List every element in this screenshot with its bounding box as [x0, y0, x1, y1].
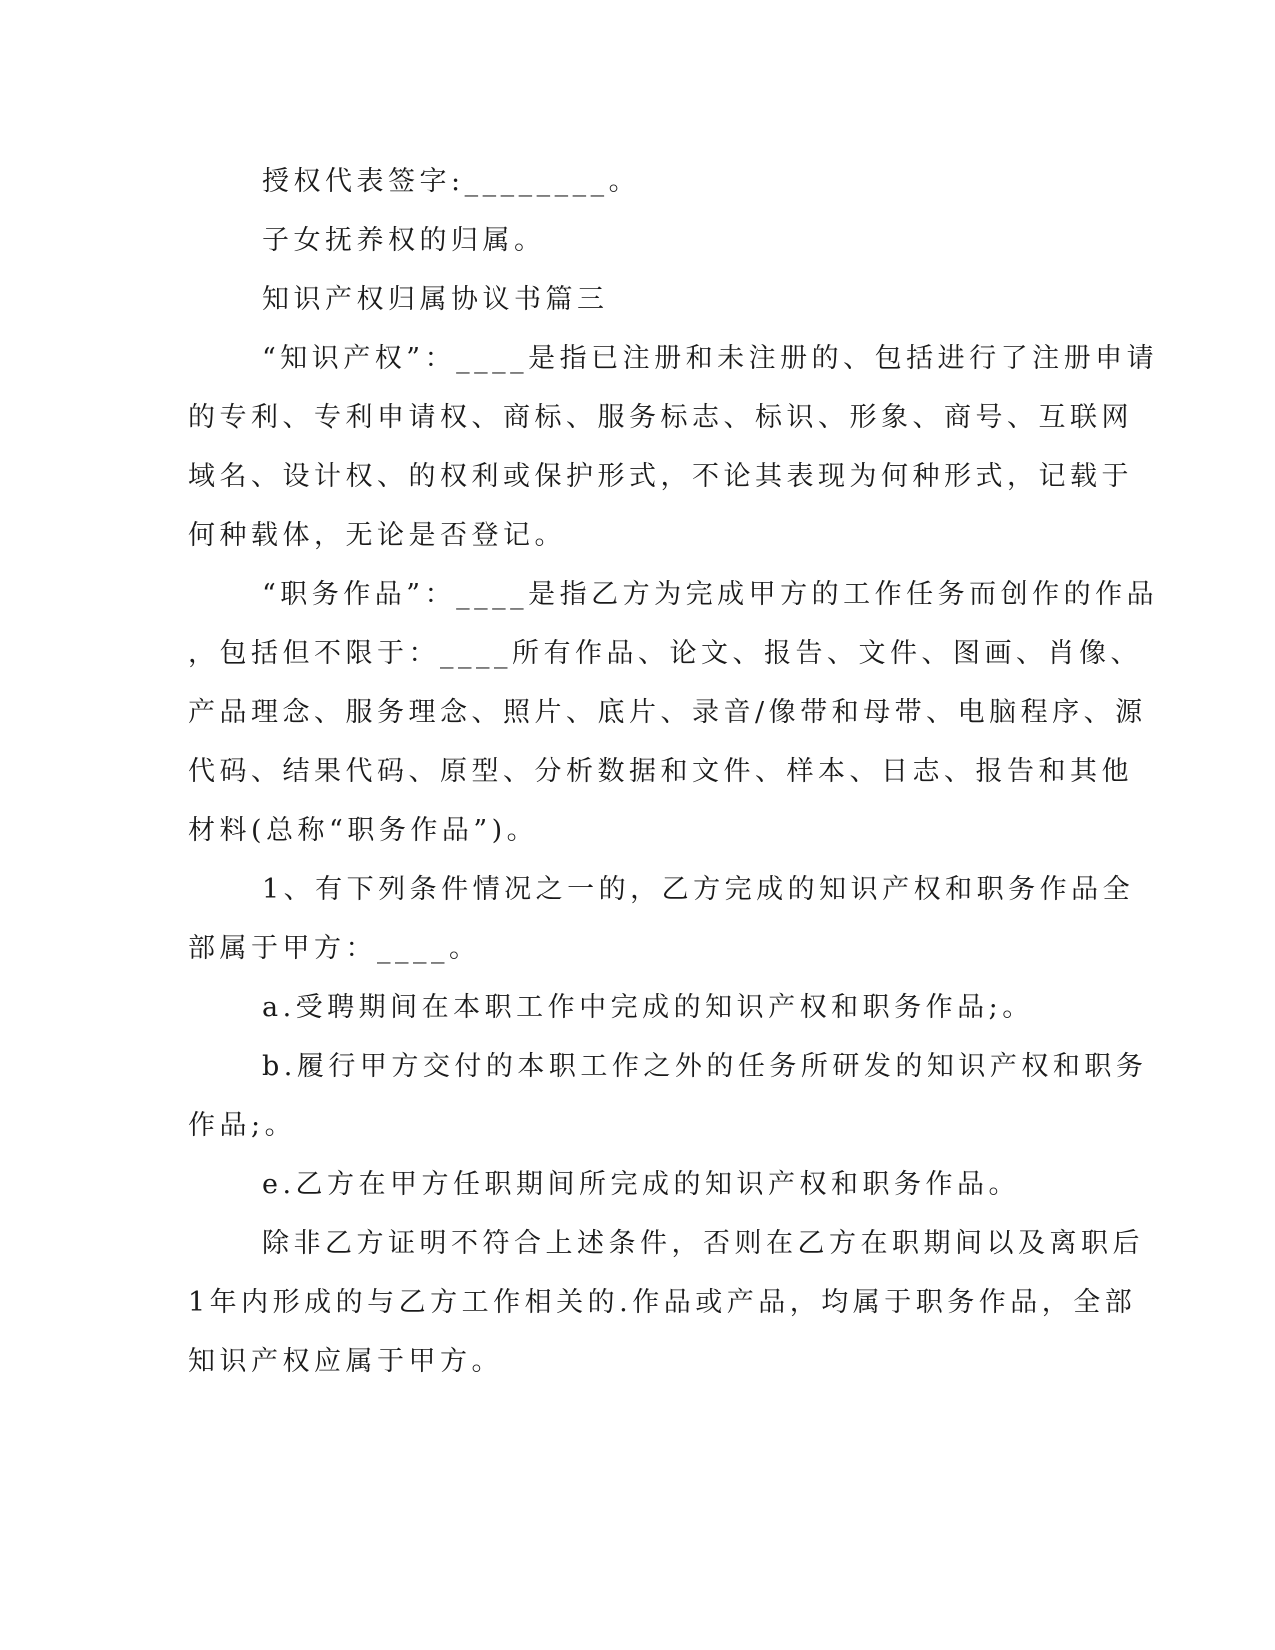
paragraph-line: 子女抚养权的归属。 [262, 225, 546, 256]
list-item: e.乙方在甲方任职期间所完成的知识产权和职务作品。 [262, 1169, 1021, 1200]
paragraph-line: 代码、结果代码、原型、分析数据和文件、样本、日志、报告和其他 [188, 756, 1133, 787]
section-heading: 知识产权归属协议书篇三 [262, 284, 609, 315]
paragraph-line: “职务作品”：____是指乙方为完成甲方的工作任务而创作的作品 [262, 579, 1159, 610]
paragraph-line: 1、有下列条件情况之一的，乙方完成的知识产权和职务作品全 [262, 874, 1135, 905]
list-item: 作品;。 [188, 1110, 297, 1141]
paragraph-line: 域名、设计权、的权利或保护形式，不论其表现为何种形式，记载于 [188, 461, 1133, 492]
list-item: a.受聘期间在本职工作中完成的知识产权和职务作品;。 [262, 992, 1034, 1023]
paragraph-line: 知识产权应属于甲方。 [188, 1346, 503, 1377]
paragraph-line: 的专利、专利申请权、商标、服务标志、标识、形象、商号、互联网 [188, 402, 1133, 433]
paragraph-line: 除非乙方证明不符合上述条件，否则在乙方在职期间以及离职后 [262, 1228, 1144, 1259]
paragraph-line: 何种载体，无论是否登记。 [188, 520, 566, 551]
list-item: b.履行甲方交付的本职工作之外的任务所研发的知识产权和职务 [262, 1051, 1148, 1082]
paragraph-line: ，包括但不限于：____所有作品、论文、报告、文件、图画、肖像、 [188, 638, 1142, 669]
paragraph-line: 1年内形成的与乙方工作相关的.作品或产品，均属于职务作品，全部 [188, 1287, 1137, 1318]
signature-line: 授权代表签字:________。 [262, 166, 641, 197]
paragraph-line: 产品理念、服务理念、照片、底片、录音/像带和母带、电脑程序、源 [188, 697, 1147, 728]
paragraph-line: 材料(总称“职务作品”)。 [188, 815, 539, 846]
paragraph-line: “知识产权”：____是指已注册和未注册的、包括进行了注册申请 [262, 343, 1159, 374]
paragraph-line: 部属于甲方：____。 [188, 933, 481, 964]
